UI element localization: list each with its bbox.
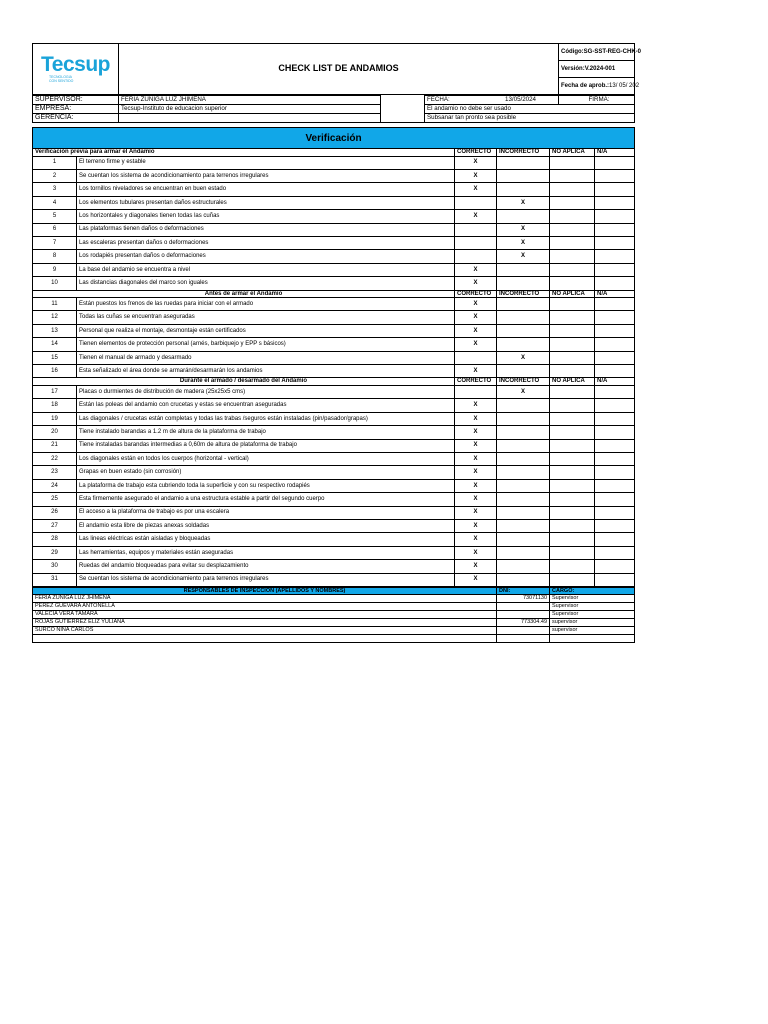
incorrecto-cell[interactable]: X — [497, 386, 550, 399]
checklist-row — [33, 546, 635, 559]
item-description: Los diagonales están en todos los cuerpos (horizontal - vertical) — [77, 452, 455, 465]
na-cell[interactable] — [595, 351, 635, 364]
item-description: Se cuentan los sistema de acondicionamiento para terrenos irregulares — [77, 573, 455, 586]
na-cell[interactable] — [595, 169, 635, 182]
item-number: 17 — [33, 386, 77, 399]
item-number: 10 — [33, 277, 77, 290]
na-cell[interactable] — [595, 311, 635, 324]
responsible-row — [33, 626, 635, 634]
item-description: Tiene instalado barandas a 1.2 m de altura de la plataforma de trabajo — [77, 426, 455, 439]
responsible-dni: 73071130 — [497, 594, 550, 602]
no-aplica-cell[interactable] — [550, 210, 595, 223]
column-no-aplica-header: NO APLICA — [550, 149, 595, 157]
fecha-value: 13/05/2024 — [505, 95, 536, 103]
incorrecto-cell[interactable] — [497, 519, 550, 532]
checklist-row — [33, 412, 635, 425]
checklist-row — [33, 439, 635, 452]
na-cell[interactable] — [595, 560, 635, 573]
no-aplica-cell[interactable] — [550, 519, 595, 532]
item-number: 12 — [33, 311, 77, 324]
item-description: Los elementos tubulares presentan daños estructurales — [77, 196, 455, 209]
checklist-row — [33, 479, 635, 492]
dni-header: DNI: — [497, 587, 550, 594]
correcto-cell[interactable] — [455, 196, 497, 209]
responsible-name: PEREZ GUEVARA ANTONELLA — [33, 602, 497, 610]
item-number: 24 — [33, 479, 77, 492]
checklist-row — [33, 426, 635, 439]
na-cell[interactable] — [595, 479, 635, 492]
responsible-dni — [497, 626, 550, 634]
correcto-cell[interactable] — [455, 250, 497, 263]
item-description: Se cuentan los sistema de acondicionamiento para terrenos irregulares — [77, 169, 455, 182]
item-number: 31 — [33, 573, 77, 586]
incorrecto-cell[interactable] — [497, 560, 550, 573]
responsible-dni — [497, 634, 550, 642]
incorrecto-cell[interactable] — [497, 183, 550, 196]
incorrecto-cell[interactable]: X — [497, 250, 550, 263]
no-aplica-cell[interactable] — [550, 324, 595, 337]
item-description: Las diagonales / crucetas están completas y todas las trabas /seguros están instaladas (pin/pasador/grapas) — [77, 412, 455, 425]
info-table — [32, 95, 635, 123]
section-header — [33, 378, 635, 386]
note-1: El andamio no debe ser usado — [425, 105, 635, 114]
no-aplica-cell[interactable] — [550, 263, 595, 276]
item-number: 22 — [33, 452, 77, 465]
item-description: Los horizontales y diagonales tienen todas las cuñas — [77, 210, 455, 223]
checklist-row — [33, 506, 635, 519]
correcto-cell[interactable]: X — [455, 452, 497, 465]
incorrecto-cell[interactable] — [497, 452, 550, 465]
gerencia-value — [119, 114, 381, 123]
responsible-cargo: Supervisor — [550, 594, 635, 602]
no-aplica-cell[interactable] — [550, 169, 595, 182]
no-aplica-cell[interactable] — [550, 560, 595, 573]
no-aplica-cell[interactable] — [550, 426, 595, 439]
na-cell[interactable] — [595, 506, 635, 519]
na-cell[interactable] — [595, 277, 635, 290]
na-cell[interactable] — [595, 533, 635, 546]
no-aplica-cell[interactable] — [550, 338, 595, 351]
incorrecto-cell[interactable] — [497, 298, 550, 311]
item-number: 18 — [33, 399, 77, 412]
no-aplica-cell[interactable] — [550, 479, 595, 492]
incorrecto-cell[interactable]: X — [497, 223, 550, 236]
supervisor-value: FERIA ZUNIGA LUZ JHIMENA — [119, 96, 381, 105]
no-aplica-cell[interactable] — [550, 533, 595, 546]
item-description: Tienen el manual de armado y desarmado — [77, 351, 455, 364]
na-cell[interactable] — [595, 210, 635, 223]
checklist-row — [33, 338, 635, 351]
responsible-row — [33, 618, 635, 626]
item-description: La base del andamio se encuentra a nivel — [77, 263, 455, 276]
na-cell[interactable] — [595, 223, 635, 236]
no-aplica-cell[interactable] — [550, 466, 595, 479]
responsible-row — [33, 634, 635, 642]
correcto-cell[interactable]: X — [455, 183, 497, 196]
no-aplica-cell[interactable] — [550, 573, 595, 586]
item-description: Están puestos los frenos de las ruedas para iniciar con el armado — [77, 298, 455, 311]
no-aplica-cell[interactable] — [550, 277, 595, 290]
responsibles-table — [32, 587, 635, 643]
na-cell[interactable] — [595, 338, 635, 351]
responsible-name: ROJAS GUTIERREZ ELIZ YULIANA — [33, 618, 497, 626]
correcto-cell[interactable]: X — [455, 439, 497, 452]
checklist-row — [33, 365, 635, 378]
incorrecto-cell[interactable] — [497, 277, 550, 290]
checklist-sheet — [32, 43, 642, 643]
item-description: El andamio esta libre de piezas anexas soldadas — [77, 519, 455, 532]
responsible-name: FERIA ZUNIGA LUZ JHIMENA — [33, 594, 497, 602]
checklist-row — [33, 196, 635, 209]
no-aplica-cell[interactable] — [550, 223, 595, 236]
checklist-row — [33, 519, 635, 532]
item-number: 4 — [33, 196, 77, 209]
item-number: 25 — [33, 493, 77, 506]
no-aplica-cell[interactable] — [550, 156, 595, 169]
incorrecto-cell[interactable] — [497, 324, 550, 337]
na-cell[interactable] — [595, 412, 635, 425]
checklist-row — [33, 533, 635, 546]
incorrecto-cell[interactable]: X — [497, 236, 550, 249]
item-description: Tienen elementos de protección personal (arnés, barbiquejo y EPP s básicos) — [77, 338, 455, 351]
item-number: 3 — [33, 183, 77, 196]
item-number: 15 — [33, 351, 77, 364]
na-cell[interactable] — [595, 196, 635, 209]
item-description: Grapas en buen estado (sin corrosión) — [77, 466, 455, 479]
responsible-dni — [497, 602, 550, 610]
checklist-row — [33, 263, 635, 276]
column-incorrecto-header: INCORRECTO — [497, 378, 550, 386]
na-cell[interactable] — [595, 298, 635, 311]
checklist-row — [33, 493, 635, 506]
incorrecto-cell[interactable] — [497, 533, 550, 546]
incorrecto-cell[interactable] — [497, 466, 550, 479]
fecha-cell — [425, 96, 559, 105]
tecsup-logo — [41, 54, 110, 83]
correcto-cell[interactable]: X — [455, 573, 497, 586]
no-aplica-cell[interactable] — [550, 298, 595, 311]
na-cell[interactable] — [595, 183, 635, 196]
item-description: Las lineas eléctricas están aisladas y bloqueadas — [77, 533, 455, 546]
incorrecto-cell[interactable]: X — [497, 196, 550, 209]
checklist-row — [33, 236, 635, 249]
correcto-cell[interactable]: X — [455, 169, 497, 182]
na-cell[interactable] — [595, 493, 635, 506]
responsible-cargo: supervisor — [550, 618, 635, 626]
na-cell[interactable] — [595, 452, 635, 465]
no-aplica-cell[interactable] — [550, 311, 595, 324]
na-cell[interactable] — [595, 573, 635, 586]
item-description: Las plataformas tienen daños o deformaciones — [77, 223, 455, 236]
item-number: 28 — [33, 533, 77, 546]
item-description: Todas las cuñas se encuentran aseguradas — [77, 311, 455, 324]
item-description: Personal que realiza el montaje, desmontaje están certificados — [77, 324, 455, 337]
document-version: Versión:V.2024-001 — [559, 61, 635, 78]
checklist-row — [33, 399, 635, 412]
checklist-row — [33, 351, 635, 364]
item-number: 16 — [33, 365, 77, 378]
correcto-cell[interactable]: X — [455, 493, 497, 506]
incorrecto-cell[interactable] — [497, 263, 550, 276]
empresa-label: EMPRESA: — [33, 105, 119, 114]
responsible-name: VALECIA VERA TAMARA — [33, 610, 497, 618]
correcto-cell[interactable]: X — [455, 560, 497, 573]
item-number: 29 — [33, 546, 77, 559]
no-aplica-cell[interactable] — [550, 493, 595, 506]
correcto-cell[interactable]: X — [455, 412, 497, 425]
correcto-cell[interactable] — [455, 236, 497, 249]
na-cell[interactable] — [595, 156, 635, 169]
item-description: Esta firmemente asegurado el andamio a una estructura estable a partir del segundo cuerpo — [77, 493, 455, 506]
column-correcto-header: CORRECTO — [455, 149, 497, 157]
checklist-row — [33, 277, 635, 290]
column-na-header: N/A — [595, 378, 635, 386]
column-no-aplica-header: NO APLICA — [550, 290, 595, 298]
checklist-row — [33, 298, 635, 311]
item-number: 23 — [33, 466, 77, 479]
empresa-value: Tecsup-Instituto de educacion superior — [119, 105, 381, 114]
incorrecto-cell[interactable] — [497, 546, 550, 559]
item-description: Las distancias diagonales del marco son iguales — [77, 277, 455, 290]
gerencia-label: GERENCIA: — [33, 114, 119, 123]
responsible-row — [33, 610, 635, 618]
na-cell[interactable] — [595, 386, 635, 399]
column-na-header: N/A — [595, 290, 635, 298]
na-cell[interactable] — [595, 236, 635, 249]
approval-label: Fecha de aprob.: — [561, 82, 610, 89]
responsible-dni — [497, 610, 550, 618]
checklist-row — [33, 156, 635, 169]
checklist-row — [33, 223, 635, 236]
verification-table — [32, 127, 635, 587]
column-na-header: N/A — [595, 149, 635, 157]
logo-tagline-2: CON SENTIDO — [49, 78, 74, 83]
no-aplica-cell[interactable] — [550, 365, 595, 378]
correcto-cell[interactable]: X — [455, 519, 497, 532]
no-aplica-cell[interactable] — [550, 183, 595, 196]
correcto-cell[interactable] — [455, 386, 497, 399]
approval-value: 13/ 05/ 202 — [609, 82, 640, 89]
correcto-cell[interactable]: X — [455, 506, 497, 519]
na-cell[interactable] — [595, 324, 635, 337]
firma-label: FIRMA: — [587, 96, 635, 105]
correcto-cell[interactable]: X — [455, 338, 497, 351]
responsible-row — [33, 602, 635, 610]
no-aplica-cell[interactable] — [550, 452, 595, 465]
item-number: 30 — [33, 560, 77, 573]
correcto-cell[interactable]: X — [455, 324, 497, 337]
responsibles-title: RESPONSABLES DE INSPECCION (APELLIDOS Y NOMBRES) — [33, 587, 497, 594]
item-number: 11 — [33, 298, 77, 311]
incorrecto-cell[interactable] — [497, 412, 550, 425]
item-description: Los tornillos niveladores se encuentran en buen estado — [77, 183, 455, 196]
item-number: 7 — [33, 236, 77, 249]
correcto-cell[interactable]: X — [455, 263, 497, 276]
checklist-row — [33, 560, 635, 573]
column-correcto-header: CORRECTO — [455, 290, 497, 298]
responsible-cargo — [550, 634, 635, 642]
incorrecto-cell[interactable] — [497, 479, 550, 492]
document-code: Código:SG-SST-REG-CHK-0 — [559, 44, 635, 61]
checklist-row — [33, 169, 635, 182]
approval-date — [559, 78, 640, 95]
item-description: Están las poleas del andamio con crucetas y estas se encuentran aseguradas — [77, 399, 455, 412]
correcto-cell[interactable]: X — [455, 546, 497, 559]
item-number: 13 — [33, 324, 77, 337]
no-aplica-cell[interactable] — [550, 236, 595, 249]
no-aplica-cell[interactable] — [550, 399, 595, 412]
no-aplica-cell[interactable] — [550, 439, 595, 452]
item-number: 27 — [33, 519, 77, 532]
item-number: 1 — [33, 156, 77, 169]
item-number: 26 — [33, 506, 77, 519]
correcto-cell[interactable]: X — [455, 298, 497, 311]
responsible-cargo: Supervisor — [550, 602, 635, 610]
item-description: Las escaleras presentan daños o deformaciones — [77, 236, 455, 249]
logo-tagline-1: TECNOLOGIA — [49, 74, 72, 79]
responsible-name: SURCO NINA CARLOS — [33, 626, 497, 634]
correcto-cell[interactable]: X — [455, 479, 497, 492]
correcto-cell[interactable]: X — [455, 156, 497, 169]
item-description: El acceso a la plataforma de trabajo es por una escalera — [77, 506, 455, 519]
item-number: 21 — [33, 439, 77, 452]
no-aplica-cell[interactable] — [550, 351, 595, 364]
column-incorrecto-header: INCORRECTO — [497, 290, 550, 298]
na-cell[interactable] — [595, 399, 635, 412]
responsible-cargo: supervisor — [550, 626, 635, 634]
section-title: Verificación previa para armar el Andamio — [33, 149, 455, 157]
header-table — [32, 43, 642, 95]
column-correcto-header: CORRECTO — [455, 378, 497, 386]
checklist-row — [33, 452, 635, 465]
checklist-row — [33, 573, 635, 586]
na-cell[interactable] — [595, 365, 635, 378]
checklist-row — [33, 250, 635, 263]
correcto-cell[interactable]: X — [455, 277, 497, 290]
correcto-cell[interactable]: X — [455, 466, 497, 479]
item-description: Las herramientas, equipos y materiales están aseguradas — [77, 546, 455, 559]
correcto-cell[interactable]: X — [455, 311, 497, 324]
incorrecto-cell[interactable] — [497, 439, 550, 452]
na-cell[interactable] — [595, 426, 635, 439]
no-aplica-cell[interactable] — [550, 196, 595, 209]
no-aplica-cell[interactable] — [550, 546, 595, 559]
incorrecto-cell[interactable] — [497, 426, 550, 439]
incorrecto-cell[interactable] — [497, 311, 550, 324]
responsible-dni: 773304.49 — [497, 618, 550, 626]
item-description: El terreno firme y estable — [77, 156, 455, 169]
correcto-cell[interactable]: X — [455, 210, 497, 223]
item-description: Ruedas del andamio bloqueadas para evitar su desplazamiento — [77, 560, 455, 573]
checklist-row — [33, 466, 635, 479]
na-cell[interactable] — [595, 546, 635, 559]
note-2: Subsanar tan pronto sea posible — [425, 114, 635, 123]
item-description: Tiene instaladas barandas intermedias a 0,60m de altura de plataforma de trabajo — [77, 439, 455, 452]
na-cell[interactable] — [595, 250, 635, 263]
item-number: 5 — [33, 210, 77, 223]
na-cell[interactable] — [595, 439, 635, 452]
no-aplica-cell[interactable] — [550, 250, 595, 263]
na-cell[interactable] — [595, 519, 635, 532]
na-cell[interactable] — [595, 466, 635, 479]
checklist-body — [33, 149, 635, 587]
correcto-cell[interactable]: X — [455, 426, 497, 439]
column-no-aplica-header: NO APLICA — [550, 378, 595, 386]
cargo-header: CARGO: — [550, 587, 635, 594]
responsible-row — [33, 594, 635, 602]
checklist-row — [33, 311, 635, 324]
incorrecto-cell[interactable] — [497, 156, 550, 169]
verification-title: Verificación — [33, 128, 635, 149]
fecha-label: FECHA: — [427, 95, 450, 103]
correcto-cell[interactable]: X — [455, 365, 497, 378]
incorrecto-cell[interactable] — [497, 210, 550, 223]
section-title: Antes de armar el Andamio — [33, 290, 455, 298]
item-number: 2 — [33, 169, 77, 182]
checklist-row — [33, 324, 635, 337]
item-number: 6 — [33, 223, 77, 236]
page-title: CHECK LIST DE ANDAMIOS — [119, 44, 559, 95]
incorrecto-cell[interactable] — [497, 506, 550, 519]
responsible-cargo: Supervisor — [550, 610, 635, 618]
item-number: 9 — [33, 263, 77, 276]
checklist-row — [33, 386, 635, 399]
responsible-name — [33, 634, 497, 642]
no-aplica-cell[interactable] — [550, 386, 595, 399]
no-aplica-cell[interactable] — [550, 506, 595, 519]
item-description: La plataforma de trabajo esta cubriendo toda la superficie y con su respectivo rodapiés — [77, 479, 455, 492]
item-number: 8 — [33, 250, 77, 263]
responsibles-body — [33, 594, 635, 642]
supervisor-label: SUPERVISOR: — [33, 96, 119, 105]
item-number: 19 — [33, 412, 77, 425]
checklist-row — [33, 183, 635, 196]
section-header — [33, 149, 635, 157]
checklist-row — [33, 210, 635, 223]
logo-wordmark: Tecsup — [41, 52, 110, 76]
incorrecto-cell[interactable] — [497, 493, 550, 506]
item-number: 20 — [33, 426, 77, 439]
incorrecto-cell[interactable] — [497, 399, 550, 412]
item-description: Esta señalizado el área donde se armarán/desarmarán los andamios — [77, 365, 455, 378]
section-header — [33, 290, 635, 298]
logo-cell — [33, 44, 119, 95]
incorrecto-cell[interactable] — [497, 573, 550, 586]
no-aplica-cell[interactable] — [550, 412, 595, 425]
na-cell[interactable] — [595, 263, 635, 276]
incorrecto-cell[interactable] — [497, 338, 550, 351]
correcto-cell[interactable] — [455, 351, 497, 364]
incorrecto-cell[interactable] — [497, 365, 550, 378]
item-description: Los rodapiés presentan daños o deformaciones — [77, 250, 455, 263]
section-title: Durante el armado / desarmado del Andamio — [33, 378, 455, 386]
correcto-cell[interactable]: X — [455, 399, 497, 412]
incorrecto-cell[interactable] — [497, 169, 550, 182]
item-description: Placas o durmientes de distribución de madera (25x25x5 cms) — [77, 386, 455, 399]
correcto-cell[interactable] — [455, 223, 497, 236]
correcto-cell[interactable]: X — [455, 533, 497, 546]
incorrecto-cell[interactable]: X — [497, 351, 550, 364]
item-number: 14 — [33, 338, 77, 351]
column-incorrecto-header: INCORRECTO — [497, 149, 550, 157]
